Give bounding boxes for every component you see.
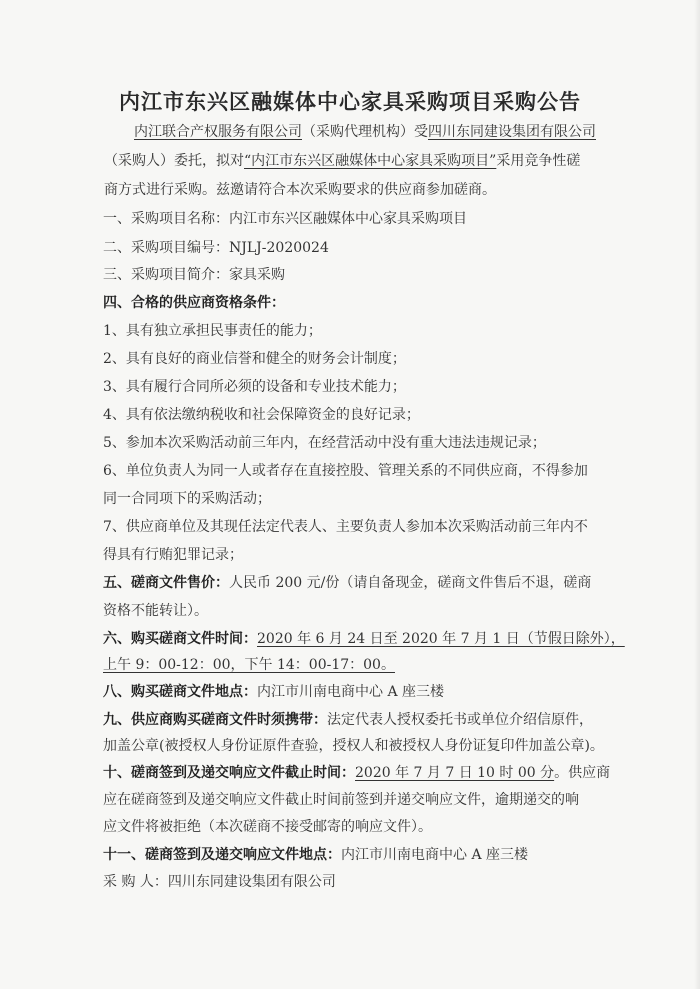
- qualification-item: 7、供应商单位及其现任法定代表人、主要负责人参加本次采购活动前三年内不: [103, 519, 588, 535]
- agency-name: 内江联合产权服务有限公司: [134, 124, 302, 140]
- intro-line-1: [134, 122, 596, 142]
- scan-edge-shadow: [694, 0, 700, 989]
- section-purchase-time-cont: 上午 9：00-12：00，下午 14：00-17：00。: [103, 657, 395, 673]
- page-title: 内江市东兴区融媒体中心家具采购项目采购公告: [119, 89, 581, 114]
- section-purchase-location: 八、购买磋商文件地点：内江市川南电商中心 A 座三楼: [103, 684, 445, 700]
- section-project-number: 二、采购项目编号：NJLJ-2020024: [103, 240, 329, 256]
- section-deadline-cont: 应文件将被拒绝（本次磋商不接受邮寄的响应文件）。: [103, 819, 432, 835]
- qualification-item: 4、具有依法缴纳税收和社会保障资金的良好记录；: [103, 407, 420, 423]
- section-doc-price-cont: 资格不能转让）。: [103, 603, 208, 619]
- section-project-summary: 三、采购项目简介：家具采购: [103, 267, 285, 283]
- purchaser-name: 四川东同建设集团有限公司: [428, 124, 596, 140]
- deadline-date: 2020 年 7 月 7 日 10 时 00 分: [355, 765, 555, 781]
- section-deadline: 十、磋商签到及递交响应文件截止时间：2020 年 7 月 7 日 10 时 00 分。供应商: [103, 765, 611, 781]
- qualification-item: 1、具有独立承担民事责任的能力；: [103, 323, 322, 339]
- qualification-item: 5、参加本次采购活动前三年内，在经营活动中没有重大违法违规记录；: [103, 435, 546, 451]
- section-doc-price: 五、磋商文件售价：人民币 200 元/份（请自备现金，磋商文件售后不退，磋商: [103, 575, 592, 591]
- intro-line-3: 商方式进行采购。兹邀请符合本次采购要求的供应商参加磋商。: [104, 182, 496, 198]
- purchaser-footer: 采 购 人：四川东同建设集团有限公司: [103, 874, 336, 890]
- section-purchase-time: 六、购买磋商文件时间：2020 年 6 月 24 日至 2020 年 7 月 1 日（节假日除外），: [103, 631, 625, 647]
- section-project-name: 一、采购项目名称：内江市东兴区融媒体中心家具采购项目: [103, 211, 467, 227]
- qualification-item-cont: 同一合同项下的采购活动；: [103, 491, 271, 507]
- section-required-docs-cont: 加盖公章(被授权人身份证原件查验，授权人和被授权人身份证复印件加盖公章)。: [103, 738, 604, 754]
- section-qualifications-heading: 四、合格的供应商资格条件：: [103, 295, 285, 311]
- section-required-docs: 九、供应商购买磋商文件时须携带：法定代表人授权委托书或单位介绍信原件，: [103, 712, 593, 728]
- section-deadline-cont: 应在磋商签到及递交响应文件截止时间前签到并递交响应文件，逾期递交的响: [103, 792, 579, 808]
- qualification-item-cont: 得具有行贿犯罪记录；: [103, 547, 243, 563]
- section-submission-location: 十一、磋商签到及递交响应文件地点：内江市川南电商中心 A 座三楼: [103, 847, 529, 863]
- qualification-item: 6、单位负责人为同一人或者存在直接控股、管理关系的不同供应商，不得参加: [103, 463, 588, 479]
- qualification-item: 3、具有履行合同所必须的设备和专业技术能力；: [103, 379, 406, 395]
- agency-role: （采购代理机构）受: [302, 124, 428, 140]
- intro-line-2: （采购人）委托，拟对“内江市东兴区融媒体中心家具采购项目”采用竞争性磋: [104, 153, 581, 169]
- project-name-quoted: “内江市东兴区融媒体中心家具采购项目”: [244, 153, 497, 169]
- qualification-item: 2、具有良好的商业信誉和健全的财务会计制度；: [103, 351, 406, 367]
